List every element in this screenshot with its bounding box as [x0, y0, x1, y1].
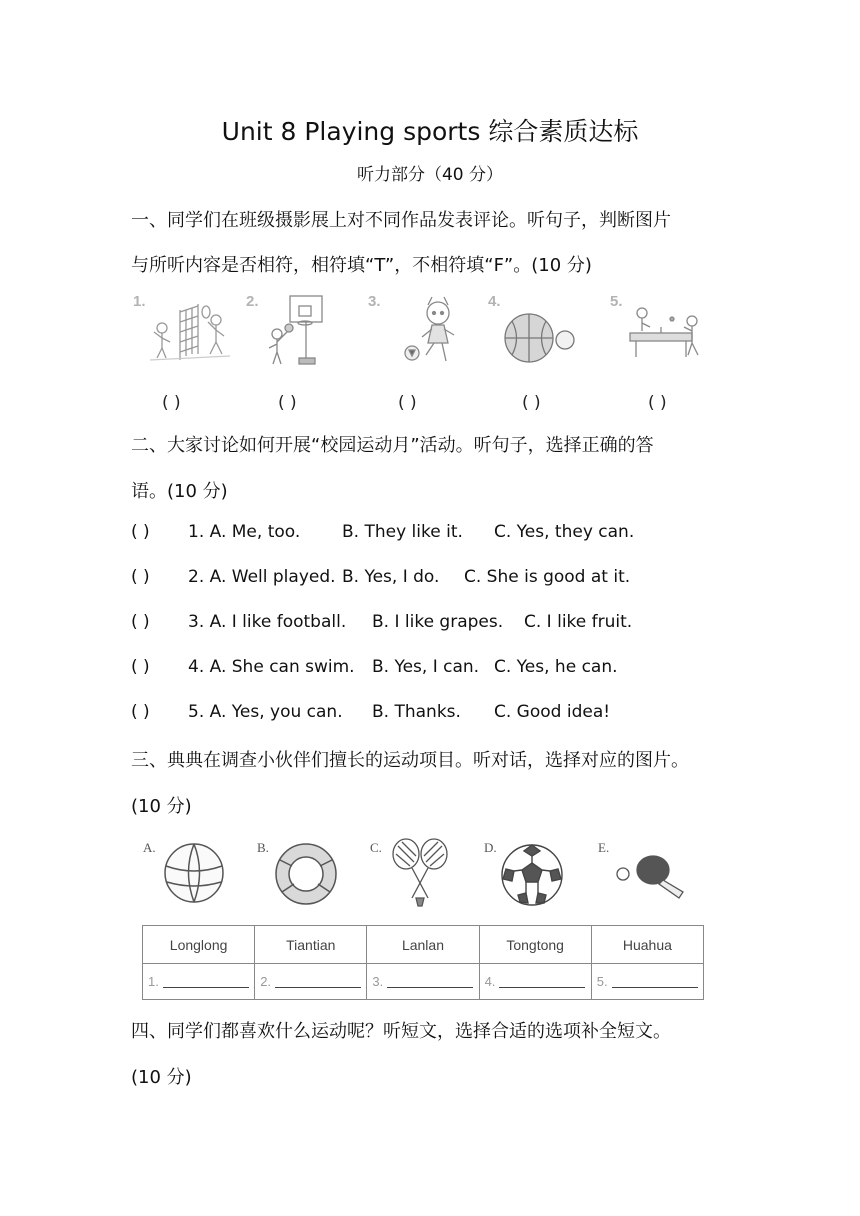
volleyball-icon: [163, 842, 225, 904]
option-a: 2. A. Well played.: [188, 567, 336, 587]
student-name-cell: Huahua: [591, 926, 703, 964]
basketball-and-ball-icon: [503, 310, 581, 368]
section4-instruction-line1: 四、同学们都喜欢什么运动呢？听短文，选择合适的选项补全短文。: [131, 1021, 671, 1042]
answer-line[interactable]: [163, 975, 249, 988]
badminton-players-icon: [150, 298, 240, 368]
answer-line[interactable]: [612, 975, 698, 988]
girl-kicking-football-icon: [400, 295, 462, 367]
option-c: C. Yes, he can.: [494, 657, 618, 677]
table-tennis-icon: [615, 852, 689, 902]
option-c: C. Yes, they can.: [494, 522, 635, 542]
listening-section-heading: 听力部分（40 分）: [356, 165, 504, 185]
option-b: B. Yes, I do.: [342, 567, 440, 587]
option-a: 3. A. I like football.: [188, 612, 347, 632]
option-label-d: D.: [484, 840, 497, 855]
answer-blank-4[interactable]: ( ): [522, 393, 541, 413]
option-a: 5. A. Yes, you can.: [188, 702, 343, 722]
picture-number-1: 1.: [133, 293, 146, 310]
answer-number: 3.: [372, 974, 384, 989]
student-name-cell: Lanlan: [367, 926, 479, 964]
option-label-a: A.: [143, 840, 156, 855]
picture-number-2: 2.: [246, 293, 259, 310]
answer-number: 1.: [148, 974, 159, 989]
answer-cell-1[interactable]: [143, 964, 255, 1000]
picture-number-5: 5.: [610, 293, 623, 310]
section3-instruction-line1: 三、典典在调查小伙伴们擅长的运动项目。听对话，选择对应的图片。: [131, 750, 689, 771]
section1-instruction-line2: 与所听内容是否相符，相符填“T”，不相符填“F”。(10 分): [131, 255, 592, 276]
option-a: 1. A. Me, too.: [188, 522, 301, 542]
option-a: 4. A. She can swim.: [188, 657, 355, 677]
option-label-c: C.: [370, 840, 382, 855]
option-b: B. I like grapes.: [372, 612, 504, 632]
answer-blank-5[interactable]: ( ): [648, 393, 667, 413]
student-name-cell: Longlong: [143, 926, 255, 964]
option-label-e: E.: [598, 840, 610, 855]
section2-instruction-line2: 语。(10 分): [131, 481, 228, 502]
swim-ring-icon: [272, 842, 340, 906]
football-icon: [500, 843, 564, 907]
option-c: C. I like fruit.: [524, 612, 633, 632]
answer-cell-3[interactable]: [367, 964, 479, 1000]
answer-number: 5.: [596, 974, 608, 989]
question-answer-blank[interactable]: ( ): [131, 522, 150, 542]
section2-instruction-line1: 二、大家讨论如何开展“校园运动月”活动。听句子，选择正确的答: [131, 435, 654, 456]
answer-blank-3[interactable]: ( ): [398, 393, 417, 413]
option-b: B. Thanks.: [372, 702, 461, 722]
table-tennis-players-icon: [626, 303, 710, 365]
question-answer-blank[interactable]: ( ): [131, 612, 150, 632]
answer-number: 2.: [260, 974, 272, 989]
basketball-player-icon: [265, 292, 335, 368]
answer-cell-4[interactable]: [479, 964, 591, 1000]
answer-number: 4.: [484, 974, 496, 989]
student-name-cell: Tiantian: [255, 926, 367, 964]
answer-line[interactable]: [275, 975, 361, 988]
option-c: C. She is good at it.: [464, 567, 631, 587]
option-label-b: B.: [257, 840, 269, 855]
option-b: B. They like it.: [342, 522, 463, 542]
section4-instruction-line2: (10 分): [131, 1067, 192, 1088]
question-answer-blank[interactable]: ( ): [131, 702, 150, 722]
question-answer-blank[interactable]: ( ): [131, 567, 150, 587]
page-title: Unit 8 Playing sports 综合素质达标: [221, 117, 639, 146]
question-answer-blank[interactable]: ( ): [131, 657, 150, 677]
badminton-rackets-icon: [388, 836, 454, 910]
picture-number-4: 4.: [488, 293, 501, 310]
answer-blank-1[interactable]: ( ): [162, 393, 181, 413]
answer-cell-2[interactable]: [255, 964, 367, 1000]
answer-table: [142, 925, 704, 1000]
option-b: B. Yes, I can.: [372, 657, 480, 677]
answer-blank-2[interactable]: ( ): [278, 393, 297, 413]
section3-instruction-line2: (10 分): [131, 796, 192, 817]
answer-line[interactable]: [387, 975, 473, 988]
answer-line[interactable]: [499, 975, 585, 988]
section1-instruction-line1: 一、同学们在班级摄影展上对不同作品发表评论。听句子，判断图片: [131, 210, 671, 231]
option-c: C. Good idea!: [494, 702, 611, 722]
answer-cell-5[interactable]: [591, 964, 703, 1000]
picture-number-3: 3.: [368, 293, 381, 310]
student-name-cell: Tongtong: [479, 926, 591, 964]
